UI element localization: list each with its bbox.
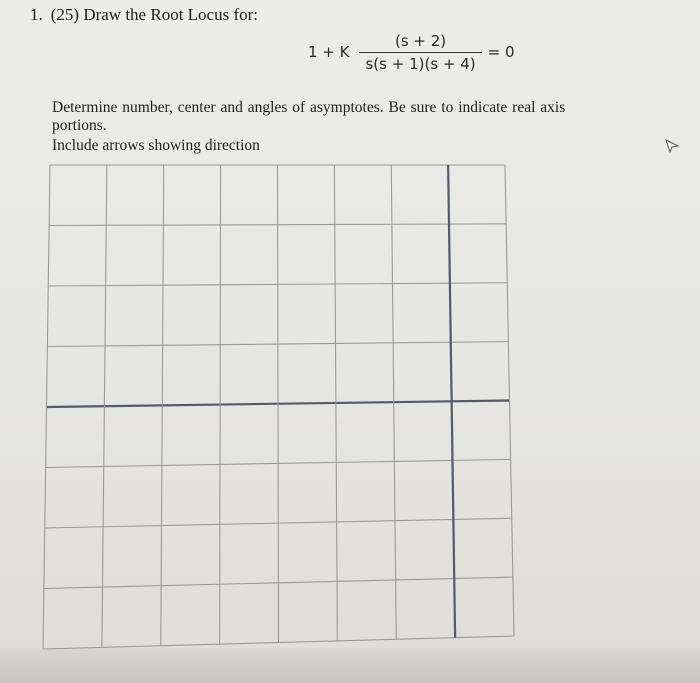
grid-column-line — [220, 165, 221, 644]
equation-tail: = 0 — [487, 43, 515, 61]
equation-numerator: (s + 2) — [394, 31, 447, 50]
instruction-line-2: portions. — [52, 117, 107, 134]
instruction-line-3: Include arrows showing direction — [52, 137, 260, 154]
question-title: (25) Draw the Root Locus for: — [50, 5, 259, 24]
equation-denominator: s(s + 1)(s + 4) — [359, 52, 481, 73]
question-number: 1. — [30, 5, 43, 24]
grid-column-line — [278, 165, 279, 643]
equation-lead: 1 + K — [308, 43, 350, 61]
instruction-line-1: Determine number, center and angles of asymptotes. Be sure to indicate real axis — [52, 99, 566, 116]
